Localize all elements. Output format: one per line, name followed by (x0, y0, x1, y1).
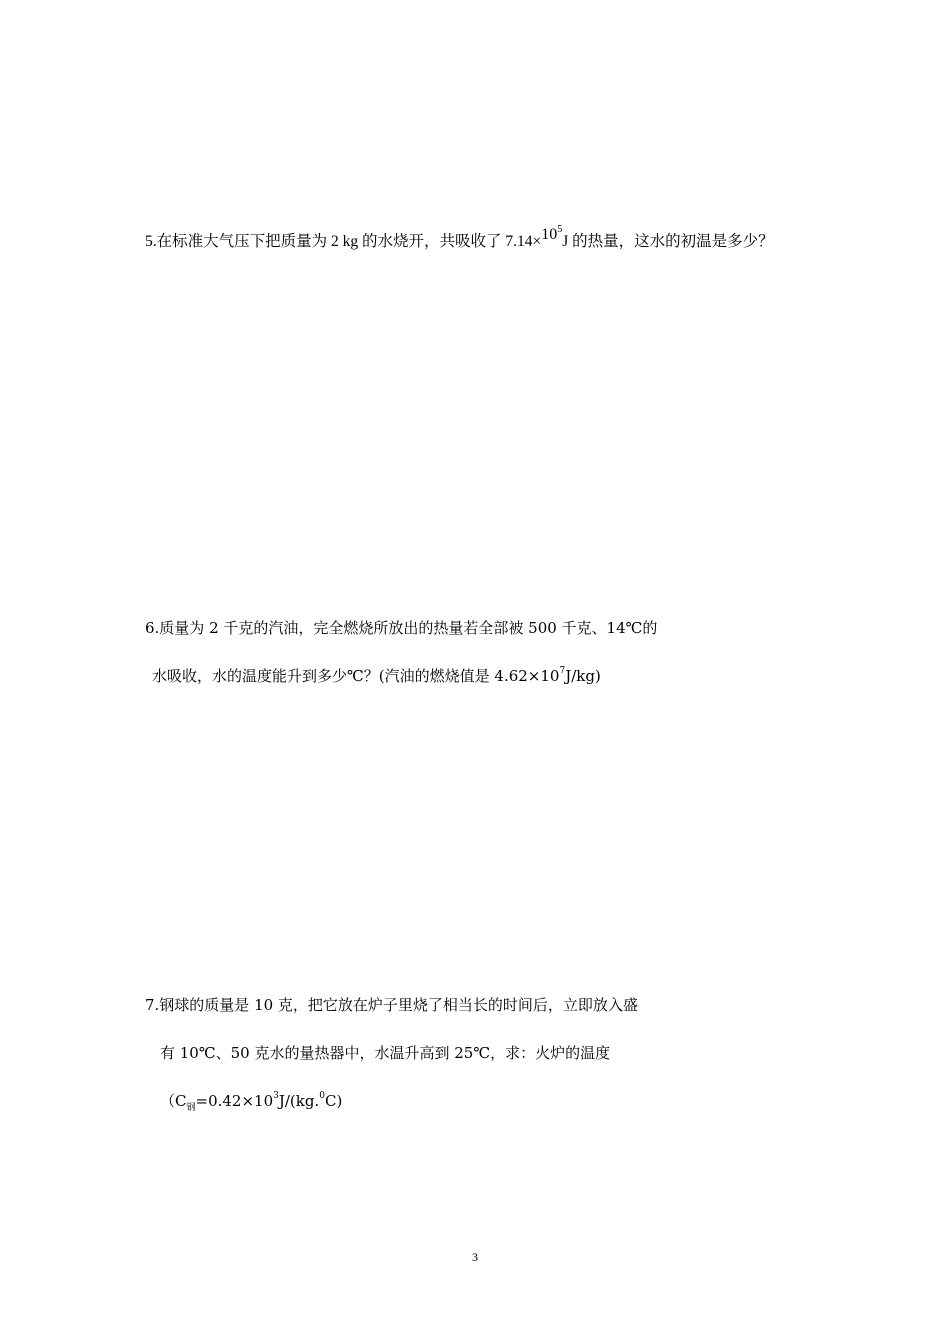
question-5-number: 5. (145, 233, 157, 250)
question-6-line-1: 6.质量为 2 千克的汽油，完全燃烧所放出的热量若全部被 500 千克、14℃的 (145, 619, 658, 637)
subscript-steel: 钢 (186, 1103, 196, 1113)
question-7-line-2: 有 10℃、50 克水的量热器中，水温升高到 25℃，求：火炉的温度 (160, 1044, 611, 1062)
question-7-line-3: （$C_钢=0.42\times 10^3J/(kg.^0C)$ (160, 1091, 343, 1113)
question-5-text-start: 在标准大气压下把质量为 2 kg 的水烧开，共吸收了 7.14× (156, 233, 542, 250)
question-5-text-end: J 的热量，这水的初温是多少？ (562, 233, 774, 250)
question-7-line-1: 7.钢球的质量是 10 克，把它放在炉子里烧了相当长的时间后，立即放入盛 (145, 996, 638, 1014)
power-of-ten: $10^5$ (541, 223, 563, 243)
question-6-line-2: 水吸收，水的温度能升到多少℃？(汽油的燃烧值是 $4.62\times 10^7J/kg$) (152, 666, 601, 685)
page-number: 3 (472, 1250, 478, 1264)
question-5 (145, 223, 774, 252)
